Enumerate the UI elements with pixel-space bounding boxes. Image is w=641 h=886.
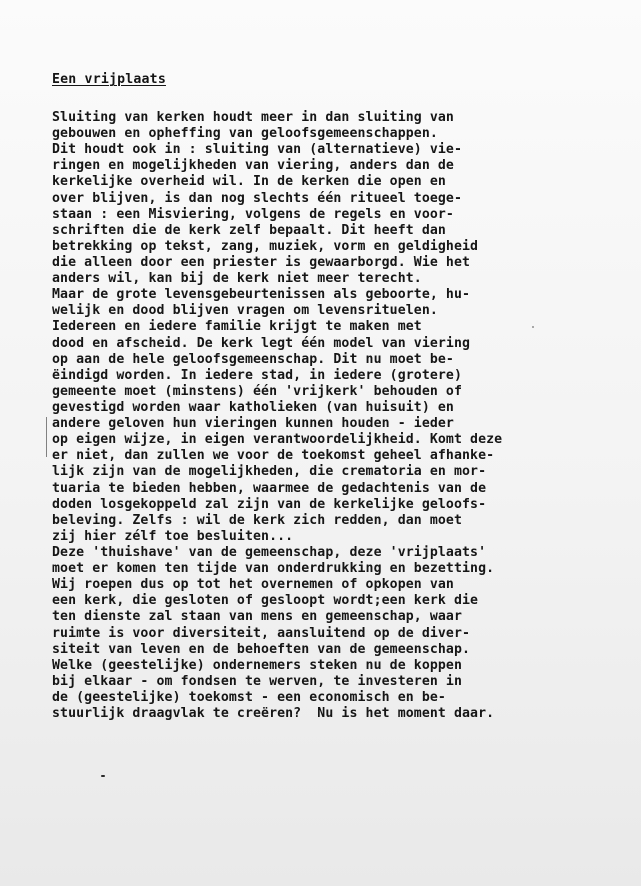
ink-speck: [532, 326, 534, 328]
ink-speck: [101, 775, 105, 777]
text-line: Iedereen en iedere familie krijgt te maken met: [52, 319, 422, 335]
text-line: Wij roepen dus op tot het overnemen of opkopen van: [52, 577, 454, 593]
text-line: Dit houdt ook in : sluiting van (alternatieve) vie-: [52, 142, 463, 158]
text-line: gevestigd worden waar katholieken (van huisuit) en: [52, 399, 454, 415]
text-line: stuurlijk draagvlak te creëren? Nu is het moment daar.: [52, 706, 495, 722]
text-line: doden losgekoppeld zal zijn van de kerkelijke geloofs-: [52, 496, 487, 512]
text-line: lijk zijn van de mogelijkheden, die crematoria en mor-: [52, 464, 487, 480]
text-line: een kerk, die gesloten of gesloopt wordt;een kerk die: [52, 593, 479, 609]
text-line: gemeente moet (minstens) één 'vrijkerk' behouden of: [52, 383, 463, 399]
text-line: dood en afscheid. De kerk legt één model van viering: [52, 335, 471, 351]
text-line: zij hier zélf toe besluiten...: [52, 528, 294, 544]
text-line: ringen en mogelijkheden van viering, anders dan de: [52, 158, 454, 174]
text-line: Deze 'thuishave' van de gemeenschap, deze 'vrijplaats': [52, 544, 487, 560]
text-line: welijk en dood blijven vragen om levensrituelen.: [52, 303, 438, 319]
text-line: over blijven, is dan nog slechts één ritueel toege-: [52, 190, 463, 206]
text-line: betrekking op tekst, zang, muziek, vorm en geldigheid: [52, 238, 479, 254]
text-line: gebouwen en opheffing van geloofsgemeenschappen.: [52, 126, 438, 142]
text-line: ruimte is voor diversiteit, aansluitend op de diver-: [52, 625, 471, 641]
text-line: ten dienste zal staan van mens en gemeenschap, waar: [52, 609, 463, 625]
text-line: Welke (geestelijke) ondernemers steken nu de koppen: [52, 657, 463, 673]
margin-mark: [46, 417, 47, 457]
text-line: siteit van leven en de behoeften van de gemeenschap.: [52, 641, 471, 657]
text-line: op aan de hele geloofsgemeenschap. Dit nu moet be-: [52, 351, 454, 367]
text-line: op eigen wijze, in eigen verantwoordelijkheid. Komt deze: [52, 432, 503, 448]
document-body: [52, 110, 502, 722]
text-line: ëindigd worden. In iedere stad, in iedere (grotere): [52, 367, 463, 383]
text-line: bij elkaar - om fondsen te werven, te investeren in: [52, 673, 463, 689]
text-line: andere geloven hun vieringen kunnen houden - ieder: [52, 416, 454, 432]
text-line: moet er komen ten tijde van onderdrukking en bezetting.: [52, 561, 495, 577]
text-line: tuaria te bieden hebben, waarmee de gedachtenis van de: [52, 480, 487, 496]
text-line: de (geestelijke) toekomst - een economisch en be-: [52, 689, 446, 705]
text-line: kerkelijke overheid wil. In de kerken die open en: [52, 174, 446, 190]
text-line: Maar de grote levensgebeurtenissen als geboorte, hu-: [52, 287, 471, 303]
text-line: beleving. Zelfs : wil de kerk zich redden, dan moet: [52, 512, 463, 528]
text-line: schriften die de kerk zelf bepaalt. Dit heeft dan: [52, 222, 446, 238]
document-title: Een vrijplaats: [52, 72, 166, 87]
text-line: er niet, dan zullen we voor de toekomst geheel afhanke-: [52, 448, 495, 464]
text-line: staan : een Misviering, volgens de regels en voor-: [52, 206, 454, 222]
text-line: die alleen door een priester is gewaarborgd. Wie het: [52, 254, 471, 270]
text-line: Sluiting van kerken houdt meer in dan sluiting van: [52, 110, 454, 125]
text-line: anders wil, kan bij de kerk niet meer terecht.: [52, 271, 422, 287]
